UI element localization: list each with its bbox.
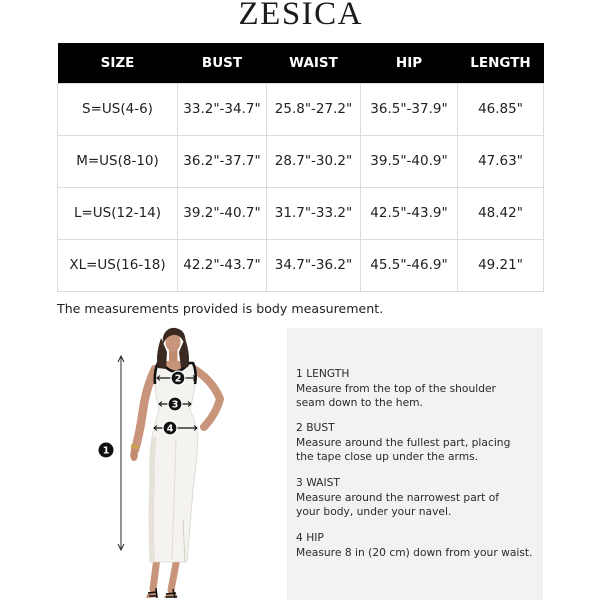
header-hip: HIP xyxy=(361,43,458,83)
model-figure xyxy=(90,325,260,600)
cell-hip: 45.5"-46.9" xyxy=(361,239,458,291)
guide-text: Measure 8 in (20 cm) down from your waist. xyxy=(296,545,533,559)
cell-size: L=US(12-14) xyxy=(58,187,178,239)
guide-waist xyxy=(296,476,539,520)
guide-text: Measure from the top of the shoulder xyxy=(296,381,496,395)
cell-waist: 34.7"-36.2" xyxy=(267,239,361,291)
brand-logo: ZESICA xyxy=(238,0,363,32)
table-header xyxy=(58,43,544,83)
right-arm xyxy=(194,369,220,427)
cell-hip: 42.5"-43.9" xyxy=(361,187,458,239)
left-leg xyxy=(153,558,157,589)
guide-text: Measure around the narrowest part of xyxy=(296,490,500,504)
table-row xyxy=(58,83,544,135)
marker-2-label: 2 xyxy=(174,373,182,385)
cell-bust: 39.2"-40.7" xyxy=(178,187,267,239)
guide-text: the tape close up under the arms. xyxy=(296,450,479,463)
cell-size: S=US(4-6) xyxy=(58,83,178,135)
guide-title: 1 LENGTH xyxy=(296,367,350,380)
cell-bust: 36.2"-37.7" xyxy=(178,135,267,187)
guide-text: your body, under your navel. xyxy=(296,505,452,518)
cell-hip: 36.5"-37.9" xyxy=(361,83,458,135)
marker-4-label: 4 xyxy=(166,423,174,435)
cell-waist: 28.7"-30.2" xyxy=(267,135,361,187)
guide-bust xyxy=(296,421,539,465)
left-hand xyxy=(130,449,138,461)
cell-length: 46.85" xyxy=(458,83,544,135)
guide-hip xyxy=(296,531,539,560)
guide-title: 4 HIP xyxy=(296,531,324,544)
guide-title: 3 WAIST xyxy=(296,476,340,489)
header-bust: BUST xyxy=(178,43,267,83)
cell-waist: 25.8"-27.2" xyxy=(267,83,361,135)
length-guide xyxy=(118,356,124,550)
marker-2 xyxy=(171,371,185,385)
measurement-guide-panel xyxy=(287,328,543,600)
measurement-note: The measurements provided is body measurement. xyxy=(57,301,384,316)
table-row xyxy=(58,135,544,187)
header-row xyxy=(58,43,544,83)
guide-text: seam down to the hem. xyxy=(296,396,423,409)
header-length: LENGTH xyxy=(458,43,544,83)
guide-length xyxy=(296,367,539,411)
cell-length: 49.21" xyxy=(458,239,544,291)
right-leg xyxy=(171,558,177,590)
cell-size: XL=US(16-18) xyxy=(58,239,178,291)
marker-1-label: 1 xyxy=(102,445,110,457)
cell-length: 48.42" xyxy=(458,187,544,239)
cell-bust: 42.2"-43.7" xyxy=(178,239,267,291)
table-body xyxy=(58,83,544,291)
guide-title: 2 BUST xyxy=(296,421,335,434)
cell-waist: 31.7"-33.2" xyxy=(267,187,361,239)
cell-hip: 39.5"-40.9" xyxy=(361,135,458,187)
cell-size: M=US(8-10) xyxy=(58,135,178,187)
marker-1 xyxy=(99,443,114,458)
table-row xyxy=(58,187,544,239)
marker-3-label: 3 xyxy=(171,399,179,411)
guide-text: Measure around the fullest part, placing xyxy=(296,435,511,449)
header-waist: WAIST xyxy=(267,43,361,83)
cell-length: 47.63" xyxy=(458,135,544,187)
table-row xyxy=(58,239,544,291)
marker-3 xyxy=(168,397,182,411)
header-size: SIZE xyxy=(58,43,178,83)
marker-4 xyxy=(163,421,177,435)
cell-bust: 33.2"-34.7" xyxy=(178,83,267,135)
size-chart-table xyxy=(57,43,544,292)
